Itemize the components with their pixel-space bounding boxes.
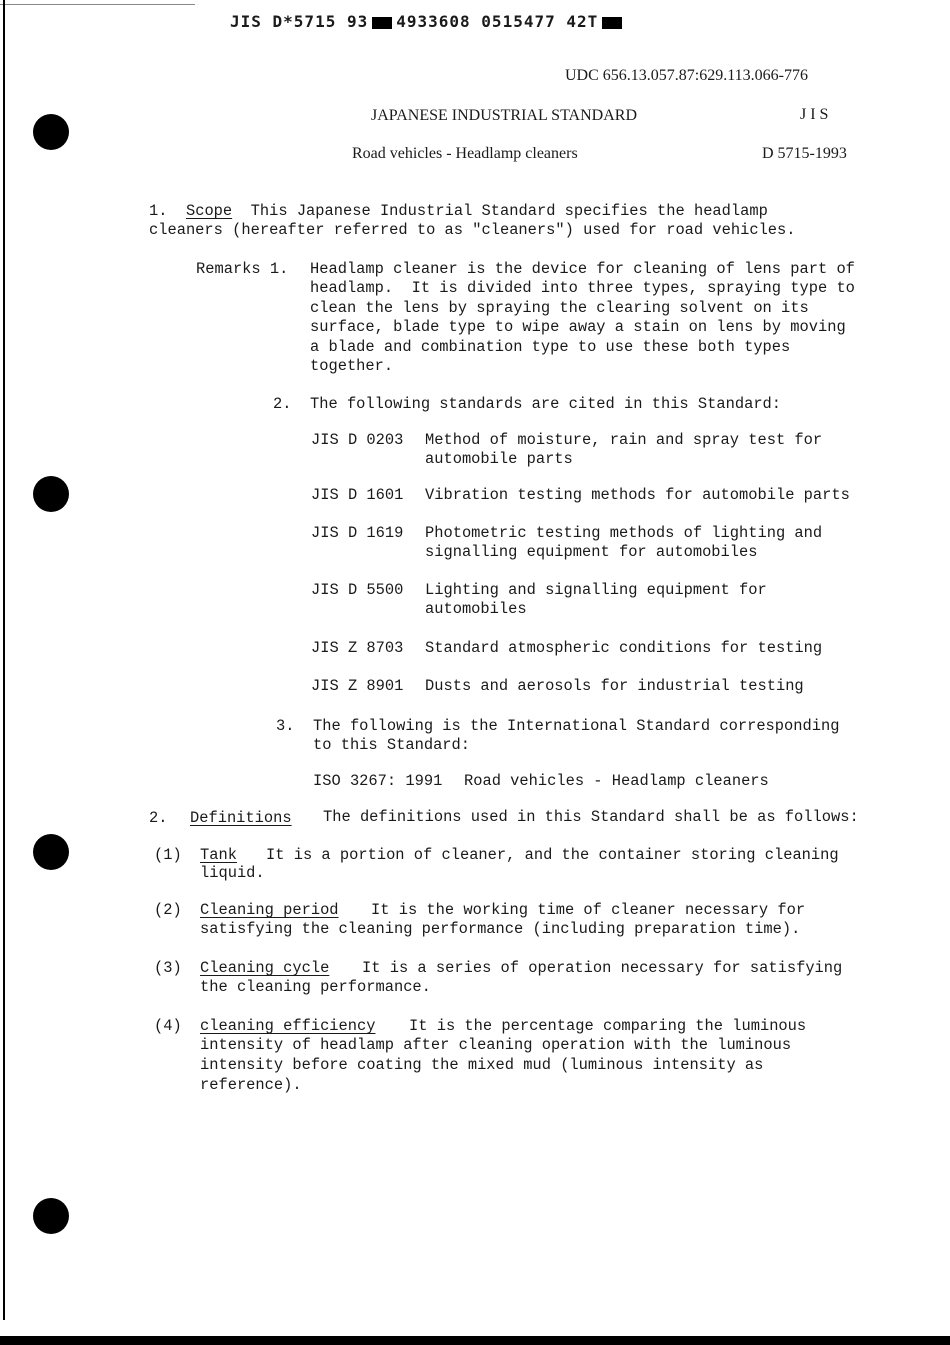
definitions-intro: The definitions used in this Standard shall be as follows:	[323, 808, 859, 826]
standard-code: JIS Z 8703	[311, 639, 404, 657]
definition-text: intensity of headlamp after cleaning operation with the luminous	[200, 1036, 792, 1054]
header-code-a: JIS D*5715 93	[230, 12, 369, 31]
definition-number: (3)	[154, 959, 182, 977]
definitions-heading: Definitions	[190, 809, 292, 827]
definition-term: cleaning efficiency	[200, 1017, 376, 1035]
standard-desc: automobiles	[425, 600, 527, 618]
standard-desc: signalling equipment for automobiles	[425, 543, 758, 561]
remark-1-line: Headlamp cleaner is the device for cleaning of lens part of	[310, 260, 855, 278]
definition-number: (4)	[154, 1017, 182, 1035]
header-barcode-line	[230, 13, 626, 31]
remark-1-line: a blade and combination type to use these both types	[310, 338, 791, 356]
left-border	[3, 0, 5, 1320]
standard-code: JIS D 1619	[311, 524, 404, 542]
definitions-number: 2.	[149, 809, 168, 827]
standard-code: JIS D 1601	[311, 486, 404, 504]
remark-1-line: clean the lens by spraying the clearing solvent on its	[310, 299, 809, 317]
remark-1-line: surface, blade type to wipe away a stain on lens by moving	[310, 318, 846, 336]
standard-code: JIS D 5500	[311, 581, 404, 599]
standard-desc: Method of moisture, rain and spray test for	[425, 431, 823, 449]
definition-text: It is a series of operation necessary for satisfying	[362, 959, 843, 977]
standard-number: D 5715-1993	[762, 145, 847, 162]
standard-code: JIS Z 8901	[311, 677, 404, 695]
remark-3-line: The following is the International Standard corresponding	[313, 717, 840, 735]
standard-desc: Standard atmospheric conditions for testing	[425, 639, 823, 657]
remark-2-number: 2.	[273, 395, 292, 413]
organization: JAPANESE INDUSTRIAL STANDARD	[371, 107, 637, 124]
top-rule	[0, 4, 195, 5]
definition-number: (1)	[154, 846, 182, 864]
udc-code: UDC 656.13.057.87:629.113.066-776	[565, 67, 808, 84]
jis-mark: J I S	[800, 106, 829, 123]
definition-text: It is a portion of cleaner, and the container storing cleaning	[266, 846, 839, 864]
bottom-border	[0, 1336, 950, 1345]
definition-term: Cleaning cycle	[200, 959, 330, 977]
scope-line-1: 1. Scope This Japanese Industrial Standard specifies the headlamp	[149, 202, 768, 220]
standard-desc: Dusts and aerosols for industrial testing	[425, 677, 804, 695]
iso-desc: Road vehicles - Headlamp cleaners	[464, 772, 769, 790]
header-code-b: 4933608 0515477 42T	[396, 12, 599, 31]
definition-text: intensity before coating the mixed mud (luminous intensity as	[200, 1056, 764, 1074]
iso-code: ISO 3267: 1991	[313, 772, 443, 790]
remark-2-text: The following standards are cited in this Standard:	[310, 395, 782, 413]
punch-hole-icon	[33, 114, 69, 150]
definition-text: reference).	[200, 1076, 302, 1094]
punch-hole-icon	[33, 1198, 69, 1234]
definition-text: It is the working time of cleaner necessary for	[371, 901, 806, 919]
remark-3-line: to this Standard:	[313, 736, 471, 754]
remark-1-line: headlamp. It is divided into three types, spraying type to	[310, 279, 855, 297]
remark-3-number: 3.	[276, 717, 295, 735]
definition-term: Cleaning period	[200, 901, 339, 919]
standard-desc: Lighting and signalling equipment for	[425, 581, 767, 599]
definition-text: liquid.	[200, 864, 265, 882]
definition-text: satisfying the cleaning performance (including preparation time).	[200, 920, 801, 938]
standard-desc: Photometric testing methods of lighting and	[425, 524, 823, 542]
definition-number: (2)	[154, 901, 182, 919]
definition-text: It is the percentage comparing the luminous	[409, 1017, 807, 1035]
scope-line-2: cleaners (hereafter referred to as "cleaners") used for road vehicles.	[149, 221, 796, 239]
definition-text: the cleaning performance.	[200, 978, 431, 996]
standard-code: JIS D 0203	[311, 431, 404, 449]
document-title: Road vehicles - Headlamp cleaners	[352, 145, 578, 162]
scope-heading: Scope	[185, 202, 233, 220]
definition-term: Tank	[200, 846, 237, 864]
standard-desc: Vibration testing methods for automobile parts	[425, 486, 850, 504]
punch-hole-icon	[33, 476, 69, 512]
standard-desc: automobile parts	[425, 450, 573, 468]
remarks-label: Remarks 1.	[196, 260, 289, 278]
punch-hole-icon	[33, 834, 69, 870]
remark-1-line: together.	[310, 357, 394, 375]
